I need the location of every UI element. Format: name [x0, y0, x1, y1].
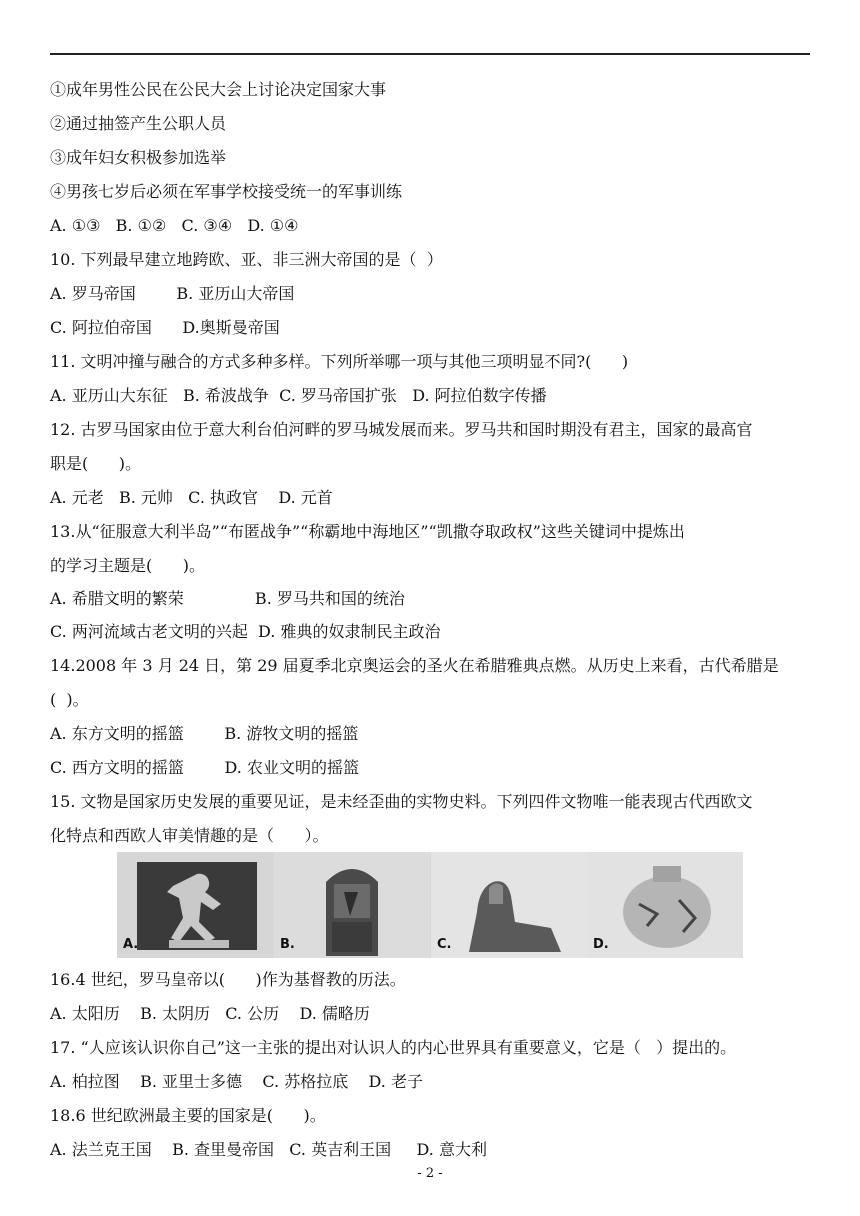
q16-stem: 16.4 世纪，罗马皇帝以( )作为基督教的历法。 — [50, 970, 406, 989]
q9-answer-choices: A. ①③ B. ①② C. ③④ D. ①④ — [50, 216, 299, 235]
photo-label-c: C. — [437, 937, 452, 952]
q11-choices: A. 亚历山大东征 B. 希波战争 C. 罗马帝国扩张 D. 阿拉伯数字传播 — [50, 386, 547, 405]
q13-stem: 13.从“征服意大利半岛”“布匿战争”“称霸地中海地区”“凯撒夺取政权”这些关键词中提炼出 — [50, 522, 685, 541]
option-statement-4: ④男孩七岁后必须在军事学校接受统一的军事训练 — [50, 182, 403, 201]
page-number: - 2 - — [417, 1166, 443, 1181]
q12-stem: 12. 古罗马国家由位于意大利台伯河畔的罗马城发展而来。罗马共和国时期没有君主，国家的最高官 — [50, 420, 753, 439]
q12-choices: A. 元老 B. 元帅 C. 执政官 D. 元首 — [50, 488, 333, 507]
photo-stele-relief — [274, 852, 430, 958]
q14-choices-cd: C. 西方文明的摇篮 D. 农业文明的摇篮 — [50, 758, 359, 777]
option-statement-2: ②通过抽签产生公职人员 — [50, 114, 227, 133]
q15-stem: 15. 文物是国家历史发展的重要见证，是未经歪曲的实物史料。下列四件文物唯一能表现古代西欧文 — [50, 792, 753, 811]
photo-sphinx — [431, 852, 587, 958]
q15-stem-cont: 化特点和西欧人审美情趣的是（ ）。 — [50, 826, 329, 845]
option-statement-3: ③成年妇女积极参加选举 — [50, 148, 227, 167]
q12-stem-cont: 职是( )。 — [50, 454, 142, 473]
q13-stem-cont: 的学习主题是( )。 — [50, 556, 206, 575]
q10-choices-cd: C. 阿拉伯帝国 D.奥斯曼帝国 — [50, 318, 280, 337]
q10-choices-ab: A. 罗马帝国 B. 亚历山大帝国 — [50, 284, 295, 303]
photo-label-a: A. — [123, 937, 139, 952]
q13-choices-ab: A. 希腊文明的繁荣 B. 罗马共和国的统治 — [50, 589, 405, 608]
q17-choices: A. 柏拉图 B. 亚里士多德 C. 苏格拉底 D. 老子 — [50, 1072, 423, 1091]
q14-choices-ab: A. 东方文明的摇篮 B. 游牧文明的摇篮 — [50, 724, 359, 743]
q16-choices: A. 太阳历 B. 太阴历 C. 公历 D. 儒略历 — [50, 1004, 370, 1023]
q14-stem: 14.2008 年 3 月 24 日，第 29 届夏季北京奥运会的圣火在希腊雅典点燃。从历史上来看，古代希腊是 — [50, 656, 779, 675]
photo-label-d: D. — [593, 937, 609, 952]
option-statement-1: ①成年男性公民在公民大会上讨论决定国家大事 — [50, 80, 387, 99]
q17-stem: 17. “人应该认识你自己”这一主张的提出对认识人的内心世界具有重要意义，它是（ ）提出的。 — [50, 1038, 737, 1057]
photo-discus-thrower-statue — [117, 852, 273, 958]
q11-stem: 11. 文明冲撞与融合的方式多种多样。下列所举哪一项与其他三项明显不同?( ) — [50, 352, 629, 371]
artifact-photo-strip — [117, 852, 743, 958]
q18-stem: 18.6 世纪欧洲最主要的国家是( )。 — [50, 1106, 326, 1125]
q14-stem-cont: ( )。 — [50, 690, 89, 709]
q18-choices: A. 法兰克王国 B. 查里曼帝国 C. 英吉利王国 D. 意大利 — [50, 1140, 487, 1159]
photo-painted-vessel — [587, 852, 743, 958]
header-rule — [50, 53, 810, 55]
photo-label-b: B. — [280, 937, 295, 952]
q10-stem: 10. 下列最早建立地跨欧、亚、非三洲大帝国的是（ ） — [50, 250, 443, 269]
q13-choices-cd: C. 两河流域古老文明的兴起 D. 雅典的奴隶制民主政治 — [50, 622, 441, 641]
